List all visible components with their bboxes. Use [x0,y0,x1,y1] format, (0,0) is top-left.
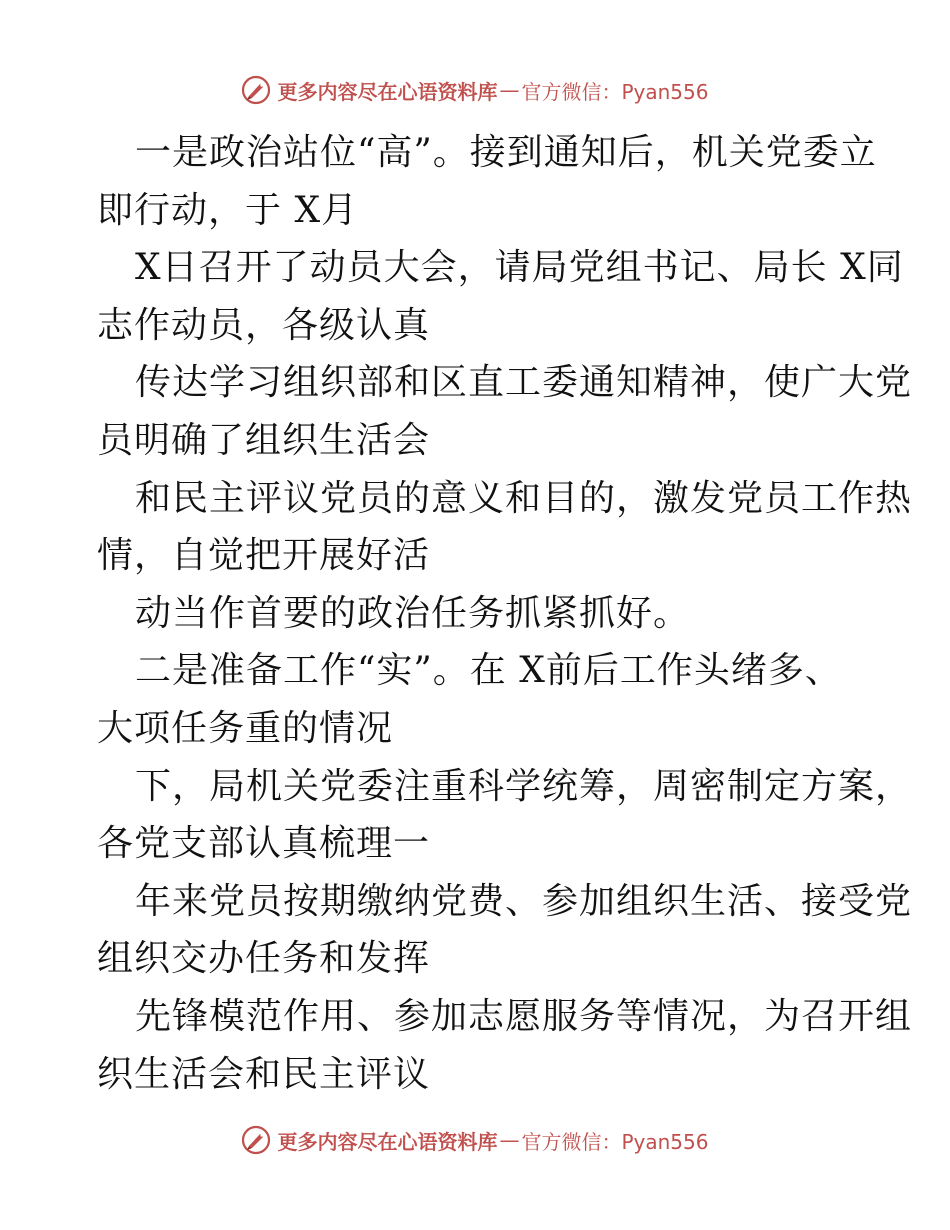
text-line: 员明确了组织生活会 [97,419,431,461]
header-watermark-banner [0,70,950,110]
text-line: 各党支部认真梳理一 [97,823,431,865]
text-line: 动当作首要的政治任务抓紧抓好。 [135,592,691,634]
text-line: 先锋模范作用、参加志愿服务等情况，为召开组 [135,995,913,1037]
pen-nib-logo-icon [241,1125,271,1155]
banner-site-name: 更多内容尽在心语资料库 [277,79,498,104]
text-line: 情，自觉把开展好活 [97,535,431,577]
text-line: 和民主评议党员的意义和目的，激发党员工作热 [135,477,913,519]
banner-separator: — [499,78,520,102]
text-line: 织生活会和民主评议 [97,1053,431,1095]
text-line: 一是政治站位“高”。接到通知后，机关党委立 [135,132,877,173]
banner-separator: — [499,1128,520,1152]
text-line: 组织交办任务和发挥 [97,938,431,980]
text-line: 大项任务重的情况 [97,707,394,749]
text-line: 年来党员按期缴纳党费、参加组织生活、接受党 [135,880,913,922]
text-line: 志作动员，各级认真 [97,304,431,346]
banner-wechat-id: 官方微信：Pyan556 [521,79,709,104]
pen-nib-logo-icon [241,75,271,105]
footer-watermark-banner [0,1120,950,1160]
text-line: 传达学习组织部和区直工委通知精神，使广大党 [135,362,913,404]
banner-wechat-id: 官方微信：Pyan556 [521,1129,709,1154]
document-body [97,124,913,1103]
text-line: 即行动，于 X月 [97,189,359,231]
text-line: X日召开了动员大会，请局党组书记、局长 X同 [135,247,904,289]
text-line: 二是准备工作“实”。在 X前后工作头绪多、 [135,650,842,692]
text-line: 下，局机关党委注重科学统筹，周密制定方案， [135,765,913,807]
banner-site-name: 更多内容尽在心语资料库 [277,1129,498,1154]
